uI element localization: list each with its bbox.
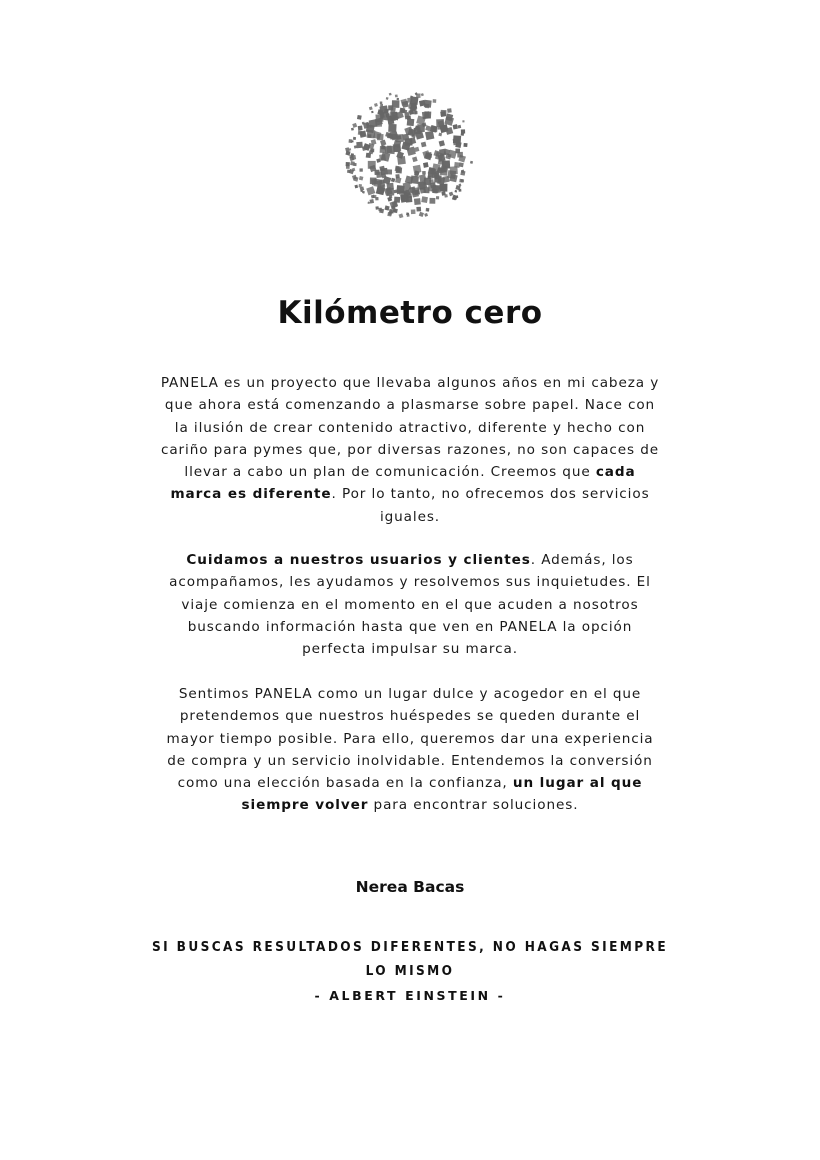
logo-dot bbox=[453, 124, 458, 129]
quote-attribution: - ALBERT EINSTEIN - bbox=[314, 988, 506, 1003]
logo-dot bbox=[369, 106, 373, 110]
logo-dot bbox=[380, 140, 386, 146]
page-title: Kilómetro cero bbox=[277, 295, 543, 331]
logo-dot bbox=[461, 179, 464, 182]
logo-dot bbox=[425, 131, 434, 140]
care-text: . Además, los acompañamos, les ayudamos y resolvemos sus inquietudes. El viaje comienza en el momento en el que acuden a nosotros buscando información hasta que ven en PANELA la opción perfecta impulsar su marca. bbox=[169, 552, 651, 658]
logo-dot bbox=[432, 127, 437, 132]
logo-dot bbox=[458, 125, 462, 129]
logo-dot bbox=[386, 183, 393, 190]
logo-dot bbox=[449, 192, 454, 197]
feeling-paragraph bbox=[160, 683, 660, 817]
logo-dot bbox=[407, 118, 415, 126]
logo-dot bbox=[353, 137, 356, 140]
logo-dot bbox=[412, 157, 418, 163]
quote-text: SI BUSCAS RESULTADOS DIFERENTES, NO HAGAS SIEMPRE LO MISMO bbox=[151, 939, 669, 979]
logo-dot bbox=[377, 134, 384, 141]
logo-dot bbox=[427, 209, 429, 211]
logo-dot bbox=[395, 94, 398, 97]
logo-dot bbox=[455, 149, 460, 154]
logo-dot bbox=[379, 105, 388, 114]
intro-text-end: . Por lo tanto, no ofrecemos dos servicios iguales. bbox=[331, 486, 650, 525]
logo-dot bbox=[410, 102, 417, 109]
logo-dot bbox=[384, 205, 389, 210]
logo-dot bbox=[426, 152, 432, 158]
logo-dot bbox=[429, 179, 434, 184]
feeling-text-end: para encontrar soluciones. bbox=[368, 797, 579, 814]
logo-dot bbox=[453, 135, 461, 143]
logo-dot bbox=[423, 162, 429, 168]
intro-highlight: cada marca es diferente bbox=[170, 464, 636, 503]
logo-dot bbox=[412, 187, 420, 195]
feeling-highlight: un lugar al que siempre volver bbox=[241, 775, 643, 814]
logo-dot bbox=[421, 93, 424, 96]
logo-dot bbox=[399, 213, 404, 218]
logo-dot bbox=[354, 185, 358, 189]
logo-dot bbox=[447, 108, 452, 113]
logo-dot bbox=[362, 122, 365, 125]
logo-dot bbox=[366, 122, 370, 126]
logo-dot bbox=[421, 142, 427, 148]
logo-dot bbox=[461, 132, 465, 136]
logo-dot bbox=[369, 199, 374, 204]
logo-dot bbox=[375, 206, 379, 210]
logo-dot bbox=[396, 190, 400, 194]
logo-dot bbox=[397, 156, 406, 165]
dotted-cluster-logo-icon bbox=[340, 78, 480, 230]
care-paragraph bbox=[160, 549, 660, 660]
logo-dot bbox=[454, 190, 457, 193]
logo-dot bbox=[416, 207, 421, 212]
logo-dot bbox=[414, 198, 421, 205]
logo-dot bbox=[436, 196, 439, 199]
logo-dot bbox=[419, 212, 424, 217]
logo-dot bbox=[380, 185, 385, 190]
logo-dot bbox=[463, 143, 467, 147]
logo-dot bbox=[439, 140, 445, 146]
logo-dot bbox=[440, 111, 446, 117]
author-name: Nerea Bacas bbox=[355, 878, 465, 896]
logo-dot bbox=[351, 128, 354, 131]
logo-dot bbox=[366, 186, 375, 195]
logo-dot bbox=[374, 103, 378, 107]
logo-dot bbox=[370, 178, 377, 185]
intro-paragraph bbox=[160, 372, 660, 528]
logo-dot bbox=[371, 111, 374, 114]
logo-dot bbox=[422, 171, 426, 175]
logo-dot bbox=[387, 212, 392, 217]
feeling-text-start: Sentimos PANELA como un lugar dulce y acogedor en el que pretendemos que nuestros huéspedes se queden durante el mayor tiempo posible. Para ello, queremos dar una experiencia de compra y un servicio inolvidable. Entendemos la conversión como una elección basada en la confianza, bbox=[166, 686, 654, 792]
logo-dot bbox=[391, 178, 395, 182]
logo-dot bbox=[373, 195, 377, 199]
logo-dot bbox=[359, 176, 363, 180]
logo-dot bbox=[389, 195, 392, 198]
logo-dot bbox=[462, 120, 464, 122]
logo-dot bbox=[360, 168, 363, 171]
logo-dot bbox=[381, 168, 388, 175]
logo-dot bbox=[353, 163, 356, 166]
logo-dot bbox=[389, 93, 392, 96]
logo-dot bbox=[357, 115, 362, 120]
logo-dot bbox=[444, 194, 448, 198]
logo-dot bbox=[380, 101, 383, 104]
logo-dot bbox=[379, 208, 384, 213]
logo-dot bbox=[358, 126, 363, 131]
logo-dot bbox=[380, 146, 387, 153]
logo-dot bbox=[397, 98, 399, 100]
logo-dot bbox=[352, 123, 357, 128]
logo-dot bbox=[433, 99, 437, 103]
logo-dot bbox=[404, 112, 409, 117]
logo-dot bbox=[358, 130, 363, 135]
intro-text-start: PANELA es un proyecto que llevaba algunos años en mi cabeza y que ahora está comenzando a plasmarse sobre papel. Nace con la ilusión de crear contenido atractivo, diferente y hecho con cariño para pymes que, por diversas razones, no son capaces de llevar a cabo un plan de comunicación. Creemos que bbox=[160, 375, 660, 481]
logo-dot bbox=[379, 154, 386, 161]
logo-dot bbox=[438, 159, 444, 165]
logo-dot bbox=[380, 104, 383, 107]
logo-dot bbox=[417, 124, 425, 132]
logo-dot bbox=[407, 193, 412, 198]
logo-dot bbox=[421, 196, 428, 203]
logo-dot bbox=[447, 170, 456, 179]
logo-dot bbox=[454, 162, 460, 168]
logo-dot bbox=[393, 208, 398, 213]
logo-dot bbox=[386, 97, 389, 100]
logo-dot bbox=[396, 166, 400, 170]
logo-dot bbox=[411, 209, 416, 214]
logo-dot bbox=[424, 213, 428, 217]
logo-dot bbox=[429, 198, 435, 204]
logo-dot bbox=[419, 174, 426, 181]
logo-dot bbox=[438, 133, 442, 137]
logo-dot bbox=[389, 134, 393, 138]
logo-dot bbox=[437, 177, 445, 185]
logo-dot bbox=[351, 140, 353, 142]
logo-dot bbox=[356, 142, 363, 149]
logo-dot bbox=[406, 212, 409, 215]
logo-dot bbox=[439, 184, 447, 192]
logo-dot bbox=[407, 98, 412, 103]
logo-dot bbox=[470, 161, 473, 164]
logo-dot bbox=[349, 148, 352, 151]
logo-dot bbox=[428, 173, 433, 178]
logo-dot bbox=[388, 124, 396, 132]
logo-dot bbox=[416, 94, 420, 98]
logo-dot bbox=[431, 169, 436, 174]
logo-dot bbox=[387, 169, 392, 174]
logo-dot bbox=[432, 188, 437, 193]
logo-dot bbox=[346, 165, 350, 169]
logo-dot bbox=[368, 134, 372, 138]
logo-dot bbox=[347, 170, 350, 173]
logo-dot bbox=[367, 201, 370, 204]
care-highlight: Cuidamos a nuestros usuarios y clientes bbox=[186, 552, 531, 568]
